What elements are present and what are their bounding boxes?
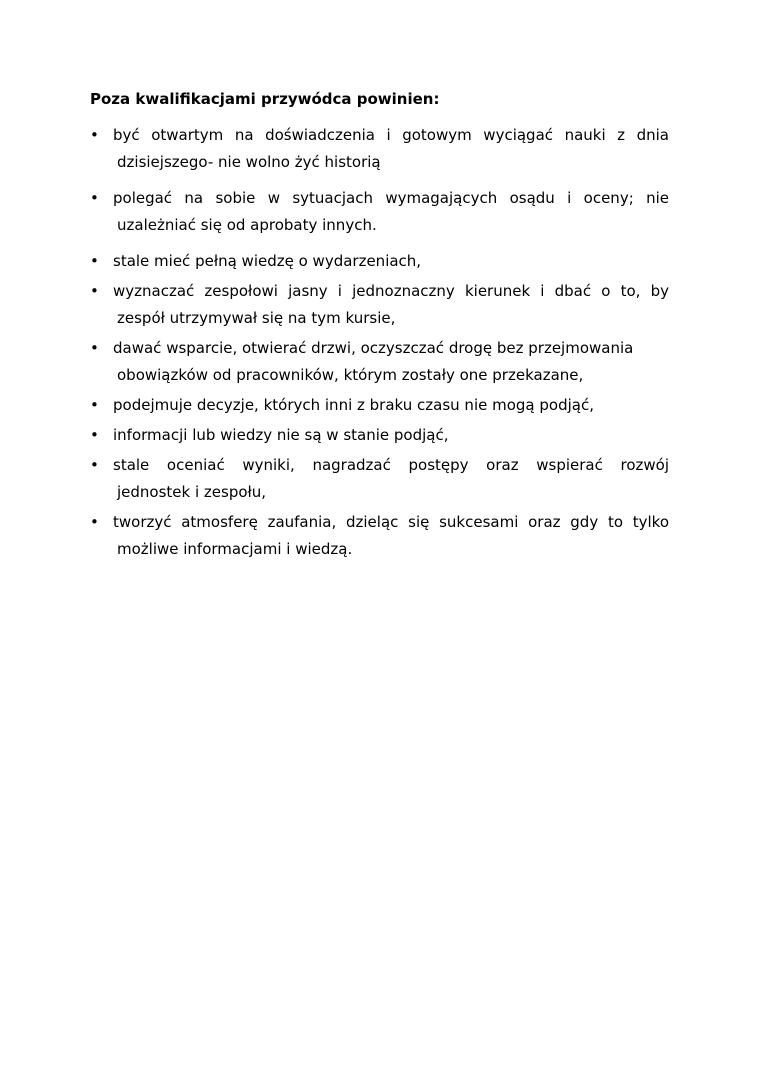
list-item-line: stale mieć pełną wiedzę o wydarzeniach, bbox=[113, 252, 422, 270]
list-item bbox=[90, 122, 669, 176]
list-item bbox=[90, 335, 669, 389]
bullet-icon: • bbox=[90, 339, 99, 357]
list-item-line: stale oceniać wyniki, nagradzać postępy oraz wspierać rozwój bbox=[113, 456, 669, 474]
bullet-icon: • bbox=[90, 456, 99, 474]
bullet-icon: • bbox=[90, 426, 99, 444]
bullet-icon: • bbox=[90, 252, 99, 270]
bullet-icon: • bbox=[90, 513, 99, 531]
bullet-icon: • bbox=[90, 126, 99, 144]
list-item-line: dawać wsparcie, otwierać drzwi, oczyszczać drogę bez przejmowania bbox=[113, 339, 634, 357]
list-item bbox=[90, 248, 669, 275]
list-item bbox=[90, 509, 669, 563]
list-item-line: tworzyć atmosferę zaufania, dzieląc się sukcesami oraz gdy to tylko bbox=[113, 513, 669, 531]
bullet-icon: • bbox=[90, 396, 99, 414]
bullet-icon: • bbox=[90, 189, 99, 207]
list-item bbox=[90, 278, 669, 332]
list-item-line: obowiązków od pracowników, którym zostały one przekazane, bbox=[117, 366, 584, 384]
list-item-line: dzisiejszego- nie wolno żyć historią bbox=[117, 153, 381, 171]
list-item bbox=[90, 392, 669, 419]
list-item-line: podejmuje decyzje, których inni z braku czasu nie mogą podjąć, bbox=[113, 396, 594, 414]
bullet-list bbox=[90, 122, 669, 563]
list-item-line: zespół utrzymywał się na tym kursie, bbox=[117, 309, 396, 327]
list-item-line: wyznaczać zespołowi jasny i jednoznaczny kierunek i dbać o to, by bbox=[113, 282, 669, 300]
list-item-line: możliwe informacjami i wiedzą. bbox=[117, 540, 353, 558]
list-item-line: polegać na sobie w sytuacjach wymagających osądu i oceny; nie bbox=[113, 189, 669, 207]
list-item bbox=[90, 452, 669, 506]
list-item-line: uzależniać się od aprobaty innych. bbox=[117, 216, 377, 234]
list-item bbox=[90, 422, 669, 449]
section-heading: Poza kwalifikacjami przywódca powinien: bbox=[90, 90, 440, 108]
document-content bbox=[90, 88, 669, 563]
list-item bbox=[90, 185, 669, 239]
list-item-line: być otwartym na doświadczenia i gotowym wyciągać nauki z dnia bbox=[113, 126, 669, 144]
list-item-line: informacji lub wiedzy nie są w stanie podjąć, bbox=[113, 426, 449, 444]
list-item-line: jednostek i zespołu, bbox=[117, 483, 267, 501]
bullet-icon: • bbox=[90, 282, 99, 300]
